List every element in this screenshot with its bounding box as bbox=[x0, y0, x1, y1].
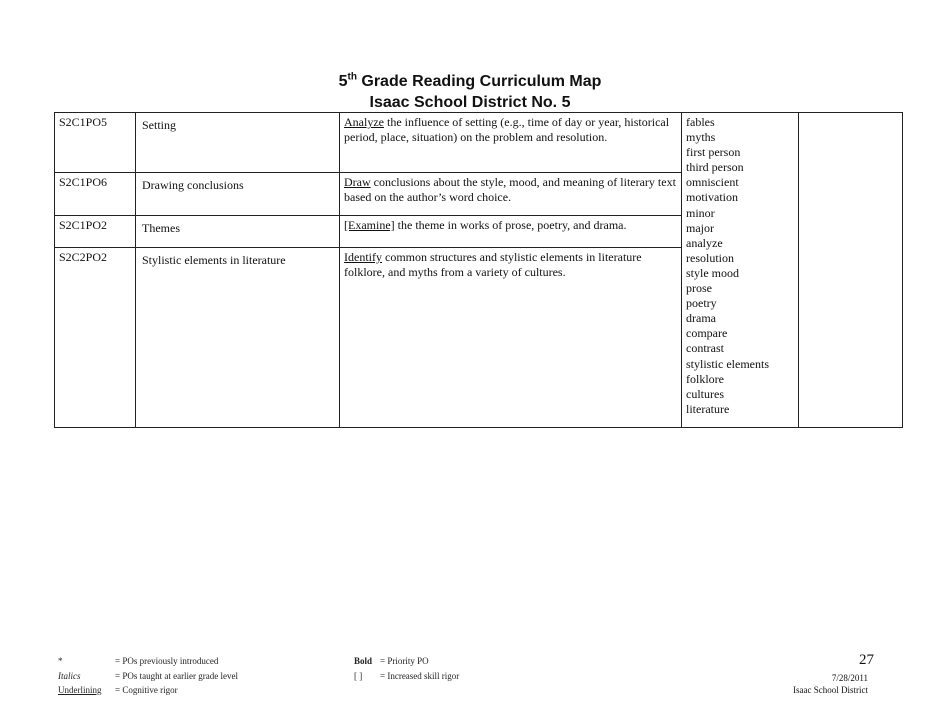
po-code: S2C2PO2 bbox=[55, 248, 136, 428]
blank-cell bbox=[799, 113, 903, 428]
vocab-item: style mood bbox=[686, 265, 739, 280]
legend-underline-text: = Cognitive rigor bbox=[115, 685, 178, 695]
vocab-item: fables bbox=[686, 115, 715, 129]
title-text: Grade Reading Curriculum Map bbox=[356, 73, 602, 90]
vocab-item: compare bbox=[686, 326, 728, 341]
legend-star-text: = POs previously introduced bbox=[115, 656, 219, 666]
vocab-item: contrast bbox=[686, 341, 724, 356]
curriculum-table bbox=[54, 112, 903, 428]
vocab-item: folklore bbox=[686, 371, 724, 386]
vocab-item: motivation bbox=[686, 190, 738, 205]
po-description bbox=[340, 248, 682, 428]
po-description bbox=[340, 173, 682, 216]
vocab-item: major bbox=[686, 220, 714, 235]
vocab-item: poetry bbox=[686, 296, 717, 311]
vocabulary-cell bbox=[682, 113, 799, 428]
vocab-item: minor bbox=[686, 205, 715, 220]
legend-underline-symbol: Underlining bbox=[58, 685, 102, 695]
po-code: S2C1PO6 bbox=[55, 173, 136, 216]
vocab-item: resolution bbox=[686, 250, 734, 265]
page-title bbox=[300, 72, 640, 92]
description-text: conclusions about the style, mood, and meaning of literary text based on the author’s word choice. bbox=[344, 175, 676, 204]
table-row bbox=[55, 113, 903, 173]
po-code: S2C1PO5 bbox=[55, 113, 136, 173]
vocab-item: analyze bbox=[686, 235, 723, 250]
skill-name: Stylistic elements in literature bbox=[136, 248, 340, 428]
po-description bbox=[340, 216, 682, 248]
vocab-item: third person bbox=[686, 160, 744, 175]
vocab-item: drama bbox=[686, 311, 716, 326]
legend-bold-text: = Priority PO bbox=[380, 656, 429, 666]
skill-name: Themes bbox=[136, 216, 340, 248]
title-grade: 5 bbox=[338, 73, 348, 90]
legend-star-symbol: * bbox=[58, 656, 63, 666]
description-text: common structures and stylistic elements in literature folklore, and myths from a variety of cultures. bbox=[344, 250, 642, 279]
description-text: the influence of setting (e.g., time of day or year, historical period, place, situation) on the problem and resolution. bbox=[344, 115, 670, 144]
skill-name: Drawing conclusions bbox=[136, 173, 340, 216]
vocab-item: literature bbox=[686, 401, 730, 416]
footer-date: 7/28/2011 bbox=[831, 673, 868, 683]
footer-district: Isaac School District bbox=[793, 685, 868, 695]
page-number: 27 bbox=[859, 652, 874, 668]
vocab-item: prose bbox=[686, 281, 712, 296]
po-description bbox=[340, 113, 682, 173]
legend-bracket-text: = Increased skill rigor bbox=[380, 671, 460, 681]
cognitive-verb: Analyze bbox=[344, 115, 384, 129]
legend-bold-symbol: Bold bbox=[354, 656, 373, 666]
skill-name: Setting bbox=[136, 113, 340, 173]
vocab-item: cultures bbox=[686, 386, 724, 401]
legend-bracket-symbol: [ ] bbox=[354, 671, 363, 681]
vocab-item: first person bbox=[686, 145, 741, 160]
cognitive-verb: [Examine] bbox=[344, 218, 395, 232]
district-title: Isaac School District No. 5 bbox=[369, 94, 571, 111]
legend-italics-symbol: Italics bbox=[58, 671, 81, 681]
vocab-item: stylistic elements bbox=[686, 356, 769, 371]
po-code: S2C1PO2 bbox=[55, 216, 136, 248]
vocab-item: myths bbox=[686, 130, 716, 145]
description-text: the theme in works of prose, poetry, and drama. bbox=[394, 218, 627, 232]
cognitive-verb: Draw bbox=[344, 175, 371, 189]
title-superscript: th bbox=[347, 71, 357, 83]
cognitive-verb: Identify bbox=[344, 250, 382, 264]
legend-italics-text: = POs taught at earlier grade level bbox=[115, 671, 239, 681]
vocab-item: omniscient bbox=[686, 175, 739, 190]
